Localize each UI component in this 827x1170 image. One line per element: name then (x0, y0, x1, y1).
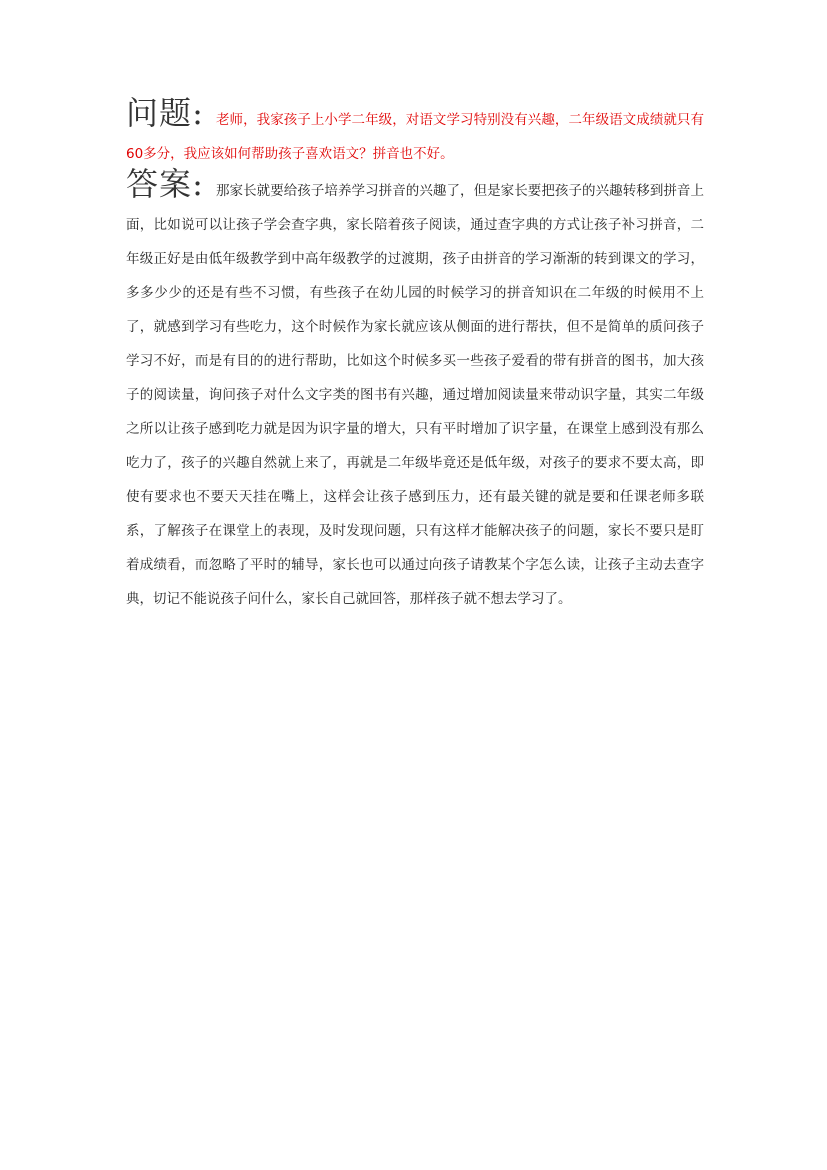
answer-label: 答案: (126, 165, 204, 203)
answer-block (126, 167, 704, 616)
answer-text: 那家长就要给孩子培养学习拼音的兴趣了，但是家长要把孩子的兴趣转移到拼音上面，比如说可以让孩子学会查字典，家长陪着孩子阅读，通过查字典的方式让孩子补习拼音，二年级正好是由低年级教学到中高年级教学的过渡期，孩子由拼音的学习渐渐的转到课文的学习，多多少少的还是有些不习惯，有些孩子在幼儿园的时候学习的拼音知识在二年级的时候用不上了，就感到学习有些吃力，这个时候作为家长就应该从侧面的进行帮扶，但不是简单的质问孩子学习不好，而是有目的的进行帮助，比如这个时候多买一些孩子爱看的带有拼音的图书，加大孩子的阅读量，询问孩子对什么文字类的图书有兴趣，通过增加阅读量来带动识字量，其实二年级之所以让孩子感到吃力就是因为识字量的增大，只有平时增加了识字量，在课堂上感到没有那么吃力了，孩子的兴趣自然就上来了，再就是二年级毕竟还是低年级，对孩子的要求不要太高，即使有要求也不要天天挂在嘴上，这样会让孩子感到压力，还有最关键的就是要和任课老师多联系，了解孩子在课堂上的表现，及时发现问题，只有这样才能解决孩子的问题，家长不要只是盯着成绩看，而忽略了平时的辅导，家长也可以通过向孩子请教某个字怎么读，让孩子主动去查字典，切记不能说孩子问什么，家长自己就回答，那样孩子就不想去学习了。 (126, 183, 704, 607)
question-block (126, 96, 704, 171)
question-text: 老师，我家孩子上小学二年级，对语文学习特别没有兴趣，二年级语文成绩就只有60多分，我应该如何帮助孩子喜欢语文？拼音也不好。 (126, 112, 704, 162)
question-label: 问题: (126, 94, 204, 132)
qa-content (126, 96, 704, 616)
